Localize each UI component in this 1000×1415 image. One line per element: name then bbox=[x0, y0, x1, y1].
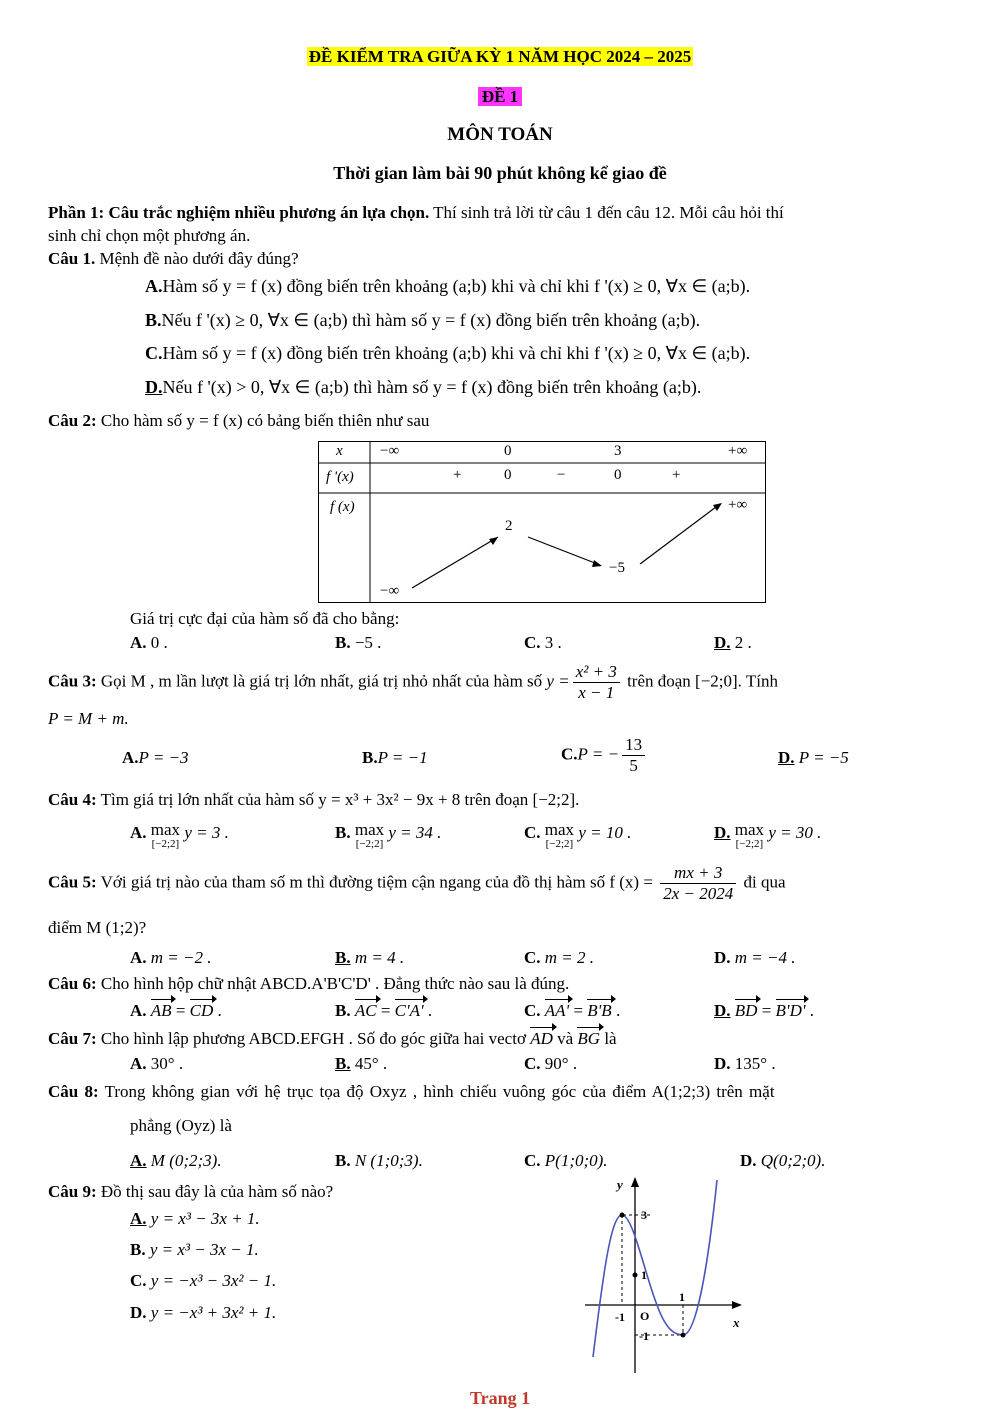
table-fp-label: f '(x) bbox=[326, 469, 354, 485]
q7-option-c[interactable]: C. 90° . bbox=[524, 1054, 578, 1073]
q3-line-2: P = M + m. bbox=[48, 709, 129, 728]
q4-option-d[interactable]: D. max [−2;2] y = 30 . bbox=[714, 820, 822, 850]
q5-option-c[interactable]: C. m = 2 . bbox=[524, 948, 595, 967]
q6-option-c[interactable]: C. AA' = B'B . bbox=[524, 1001, 621, 1020]
q2-option-a[interactable]: A. 0 . bbox=[130, 633, 168, 652]
q2-option-d[interactable]: D. 2 . bbox=[714, 633, 752, 652]
q8-option-d[interactable]: D. Q(0;2;0). bbox=[740, 1151, 826, 1170]
q6-option-a[interactable]: A. AB = CD . bbox=[130, 1001, 222, 1020]
q3-option-b[interactable]: B.P = −1 bbox=[362, 748, 428, 767]
table-f-label: f (x) bbox=[330, 499, 355, 515]
q9-option-a[interactable]: A. y = x³ − 3x + 1. bbox=[130, 1209, 260, 1228]
question-5: Câu 5: Với giá trị nào của tham số m thì đường tiệm cận ngang của đồ thị hàm số f (x) = $\frac{mx + 3}{2x - 2024}$ đi qua bbox=[48, 863, 786, 903]
table-fp-sign-2: 0 bbox=[504, 467, 512, 483]
exam-code: ĐỀ 1 bbox=[0, 87, 1000, 107]
q6-option-d[interactable]: D. BD = B'D' . bbox=[714, 1001, 814, 1020]
q3-option-a[interactable]: A.P = −3 bbox=[122, 748, 189, 767]
table-fp-sign-4: 0 bbox=[614, 467, 622, 483]
question-3: Câu 3: Gọi M , m lần lượt là giá trị lớn nhất, giá trị nhỏ nhất của hàm số y = $\frac{\text{x² + 3}}{x - 1}$ trên đoạn [−2;0]. Tính bbox=[48, 662, 778, 702]
q2-option-c[interactable]: C. 3 . bbox=[524, 633, 562, 652]
q5-option-b[interactable]: B. m = 4 . bbox=[335, 948, 405, 967]
question-1: Câu 1. Mệnh đề nào dưới đây đúng? bbox=[48, 249, 299, 268]
table-f-max: 2 bbox=[505, 518, 513, 534]
q3-fraction: $\frac{\text{x² + 3}}{x - 1}$ bbox=[573, 662, 620, 703]
table-fp-sign-5: + bbox=[672, 467, 681, 483]
question-8: Câu 8: Trong không gian với hệ trục tọa độ Oxyz , hình chiếu vuông góc của điểm A(1;2;3) trên mặt bbox=[48, 1082, 775, 1101]
q9-option-b[interactable]: B. y = x³ − 3x − 1. bbox=[130, 1240, 259, 1259]
q9-tick-neg1x: -1 bbox=[615, 1310, 625, 1324]
q9-curve bbox=[593, 1180, 717, 1357]
q8-option-c[interactable]: C. P(1;0;0). bbox=[524, 1151, 608, 1170]
q1-option-b[interactable]: B.Nếu f '(x) ≥ 0, ∀x ∈ (a;b) thì hàm số y = f (x) đồng biến trên khoảng (a;b). bbox=[145, 310, 701, 330]
q9-origin: O bbox=[640, 1309, 650, 1323]
table-fp-sign-3: − bbox=[557, 467, 566, 483]
q2-option-b[interactable]: B. −5 . bbox=[335, 633, 382, 652]
q8-option-b[interactable]: B. N (1;0;3). bbox=[335, 1151, 423, 1170]
q1-option-c[interactable]: C.Hàm số y = f (x) đồng biến trên khoảng (a;b) khi và chỉ khi f '(x) ≥ 0, ∀x ∈ (a;b). bbox=[145, 343, 751, 363]
q9-tick-1x: 1 bbox=[679, 1290, 685, 1304]
q3-option-d[interactable]: D. P = −5 bbox=[778, 748, 849, 767]
q3-option-c[interactable]: C.P = − $\frac{13}{5}$ bbox=[561, 735, 648, 776]
q9-option-d[interactable]: D. y = −x³ + 3x² + 1. bbox=[130, 1303, 277, 1322]
table-f-min: −5 bbox=[609, 560, 625, 576]
table-f-pos-inf: +∞ bbox=[728, 497, 748, 513]
q4-option-c[interactable]: C. max [−2;2] y = 10 . bbox=[524, 820, 632, 850]
page-footer: Trang 1 bbox=[469, 1388, 531, 1408]
q4-option-b[interactable]: B. max [−2;2] y = 34 . bbox=[335, 820, 442, 850]
exam-title: ĐỀ KIỂM TRA GIỮA KỲ 1 NĂM HỌC 2024 – 2025 bbox=[308, 47, 692, 66]
table-x-neg-inf: −∞ bbox=[380, 443, 400, 459]
q9-graph bbox=[585, 1175, 755, 1375]
question-4: Câu 4: Tìm giá trị lớn nhất của hàm số y = x³ + 3x² − 9x + 8 trên đoạn [−2;2]. bbox=[48, 790, 580, 809]
question-2: Câu 2: Cho hàm số y = f (x) có bảng biến thiên như sau bbox=[48, 411, 430, 430]
q6-option-b[interactable]: B. AC = C'A' . bbox=[335, 1001, 433, 1020]
table-x-0: 0 bbox=[504, 443, 512, 459]
q1-option-d[interactable]: D.Nếu f '(x) > 0, ∀x ∈ (a;b) thì hàm số y = f (x) đồng biến trên khoảng (a;b). bbox=[145, 377, 702, 397]
subject: MÔN TOÁN bbox=[447, 124, 553, 145]
time-note: Thời gian làm bài 90 phút không kể giao đề bbox=[333, 163, 667, 183]
q9-option-c[interactable]: C. y = −x³ − 3x² − 1. bbox=[130, 1271, 277, 1290]
q1-option-a[interactable]: A.Hàm số y = f (x) đồng biến trên khoảng (a;b) khi và chỉ khi f '(x) ≥ 0, ∀x ∈ (a;b). bbox=[145, 276, 751, 296]
q7-option-d[interactable]: D. 135° . bbox=[714, 1054, 776, 1073]
question-9: Câu 9: Đồ thị sau đây là của hàm số nào? bbox=[48, 1182, 334, 1201]
q9-tick-1y: 1 bbox=[641, 1268, 647, 1282]
question-7: Câu 7: Cho hình lập phương ABCD.EFGH . Số đo góc giữa hai vectơ AD và BG là bbox=[48, 1029, 617, 1048]
q5-option-d[interactable]: D. m = −4 . bbox=[714, 948, 796, 967]
q7-option-a[interactable]: A. 30° . bbox=[130, 1054, 184, 1073]
variation-table-lines bbox=[318, 441, 766, 603]
table-x-3: 3 bbox=[614, 443, 622, 459]
table-x-label: x bbox=[336, 443, 343, 459]
part1-intro-2: sinh chỉ chọn một phương án. bbox=[48, 226, 251, 245]
q8-line-2: phẳng (Oyz) là bbox=[130, 1116, 232, 1135]
q9-tick-neg1y: -1 bbox=[639, 1329, 649, 1343]
q4-option-a[interactable]: A. max [−2;2] y = 3 . bbox=[130, 820, 229, 850]
q7-option-b[interactable]: B. 45° . bbox=[335, 1054, 388, 1073]
table-x-pos-inf: +∞ bbox=[728, 443, 748, 459]
q5-line-2: điểm M (1;2)? bbox=[48, 918, 147, 937]
part1-intro: Phần 1: Câu trắc nghiệm nhiều phương án lựa chọn. Thí sinh trả lời từ câu 1 đến câu 12. Mỗi câu hỏi thí bbox=[48, 203, 784, 222]
table-f-neg-inf: −∞ bbox=[380, 583, 400, 599]
q8-option-a[interactable]: A. M (0;2;3). bbox=[130, 1151, 222, 1170]
q5-option-a[interactable]: A. m = −2 . bbox=[130, 948, 212, 967]
q9-x-label: x bbox=[733, 1315, 740, 1330]
q5-fraction: $\frac{mx + 3}{2x - 2024}$ bbox=[660, 863, 736, 904]
question-6: Câu 6: Cho hình hộp chữ nhật ABCD.A'B'C'D' . Đẳng thức nào sau là đúng. bbox=[48, 974, 570, 993]
q2-question: Giá trị cực đại của hàm số đã cho bằng: bbox=[130, 609, 400, 628]
q9-tick-3: 3 bbox=[641, 1208, 647, 1222]
table-fp-sign-1: + bbox=[453, 467, 462, 483]
q9-y-label: y bbox=[617, 1177, 623, 1192]
